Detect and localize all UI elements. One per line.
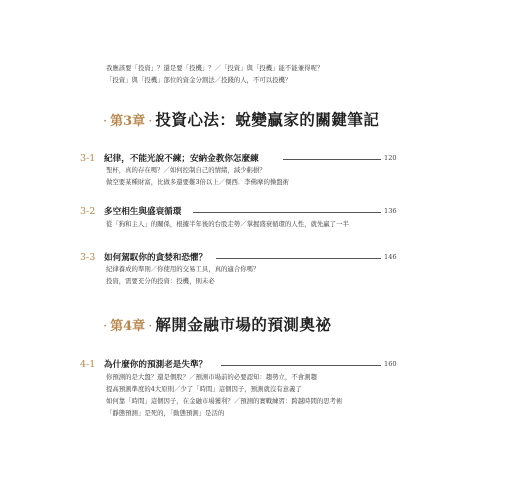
section-summary-line: 如何靠「時間」這個因子，在金融市場獲利？／預測的實戰練習：跨越時間的思考術 [106,397,343,405]
section-summary-line: 提高預測準度的4大原則／少了「時間」這個因子，預測就沒有意義了 [106,385,302,393]
section-number: 3-1 [80,153,96,164]
section-summary-line: 紀律養成的準則／你使用的交易工具，真的適合你嗎？ [106,265,260,273]
section-number: 4-1 [80,359,96,370]
chapter-title: 解開金融市場的預測奧祕 [155,315,332,334]
section-page-number: 120 [384,154,397,162]
chapter-number: 第4章 [110,319,146,334]
chapter-heading [100,108,379,130]
section-heading[interactable] [80,251,207,263]
chapter-title: 投資心法：蛻變贏家的關鍵筆記 [155,110,380,129]
dot-leader [193,212,381,213]
section-title: 紀律，不能光說不練；安納金教你怎麼練 [104,154,259,164]
section-page-number: 146 [384,253,397,261]
section-summary-line: 你預測的是大盤？還是個股？／預測市場前的必要認知：趨勢立，不會測趨 [106,373,317,381]
section-summary-line: 做空要某種財富，比做多還要難3倍以上／傑西．李佛摩的操盤術 [106,178,290,186]
dot-leader [283,159,381,160]
section-title: 多空相生與盛衰循環 [104,207,182,217]
section-summary-line: 「靜態預測」是死的，「動態預測」是活的 [106,409,225,417]
section-summary-line: 從「狗和主人」的關係，根據半年後的台股走勢／掌握盛衰循環的人性，就先贏了一半 [106,220,349,228]
chapter-dot-right: · [148,319,153,334]
chapter-number: 第3章 [110,114,146,129]
chapter-dot-right: · [148,114,153,129]
section-heading[interactable] [80,152,259,164]
section-summary-line: 投資，需要充分的投資：投機，則未必 [106,277,215,285]
dot-leader [216,258,381,259]
section-page-number: 136 [384,207,397,215]
dot-leader [221,365,381,366]
section-number: 3-2 [80,206,96,217]
section-title: 為什麼你的預測老是失準？ [104,360,208,370]
section-summary-line: 聖杯，真的存在嗎？／如何控制自己的情緒，減少虧損？ [106,166,266,174]
intro-line: 我應該要「投資」？還是要「投機」？／「投資」與「投機」能不能兼得呢？ [106,64,324,72]
section-number: 3-3 [80,252,96,263]
chapter-heading [100,313,331,335]
chapter-dot-left: · [103,319,108,334]
chapter-dot-left: · [103,114,108,129]
section-heading[interactable] [80,358,207,370]
section-page-number: 160 [384,360,397,368]
section-title: 如何駕馭你的貪婪和恐懼？ [104,253,208,263]
intro-line: 「投資」與「投機」部位的資金分割法／投錢的人，不可以投機？ [106,76,292,84]
section-heading[interactable] [80,205,181,217]
